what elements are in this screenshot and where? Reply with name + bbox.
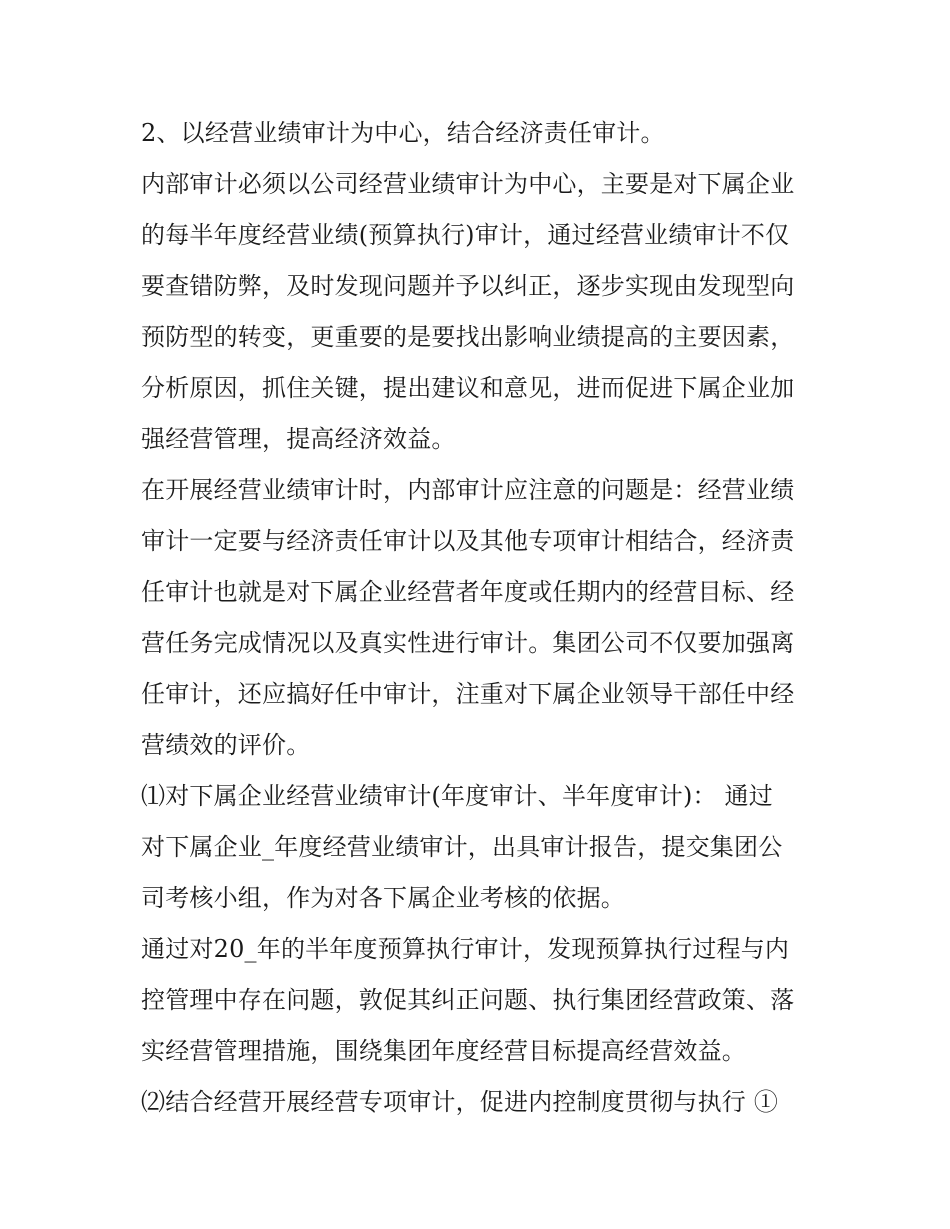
text-line-20: ⑵结合经营开展经营专项审计，促进内控制度贯彻与执行 ① bbox=[141, 1088, 779, 1116]
text-line-16: 司考核小组，作为对各下属企业考核的依据。 bbox=[141, 884, 625, 912]
text-line-14: ⑴对下属企业经营业绩审计(年度审计、半年度审计)： 通过 bbox=[141, 782, 773, 810]
text-line-15: 对下属企业_年度经营业绩审计，出具审计报告，提交集团公 bbox=[141, 833, 783, 861]
text-line-6: 分析原因，抓住关键，提出建议和意见，进而促进下属企业加 bbox=[141, 374, 795, 402]
text-line-19: 实经营管理措施，围绕集团年度经营目标提高经营效益。 bbox=[141, 1037, 746, 1065]
text-line-1: 2、以经营业绩审计为中心，结合经济责任审计。 bbox=[141, 119, 665, 147]
text-line-2: 内部审计必须以公司经营业绩审计为中心，主要是对下属企业 bbox=[141, 170, 795, 198]
text-line-5: 预防型的转变，更重要的是要找出影响业绩提高的主要因素， bbox=[141, 323, 795, 351]
text-line-11: 营任务完成情况以及真实性进行审计。集团公司不仅要加强离 bbox=[141, 629, 795, 657]
text-line-18: 控管理中存在问题，敦促其纠正问题、执行集团经营政策、落 bbox=[141, 986, 795, 1014]
text-line-3: 的每半年度经营业绩(预算执行)审计，通过经营业绩审计不仅 bbox=[141, 221, 790, 249]
document-body bbox=[141, 108, 821, 1128]
text-line-17: 通过对20_年的半年度预算执行审计，发现预算执行过程与内 bbox=[141, 935, 790, 963]
text-line-12: 任审计，还应搞好任中审计，注重对下属企业领导干部任中经 bbox=[141, 680, 795, 708]
text-line-9: 审计一定要与经济责任审计以及其他专项审计相结合，经济责 bbox=[141, 527, 795, 555]
text-line-8: 在开展经营业绩审计时，内部审计应注意的问题是：经营业绩 bbox=[141, 476, 795, 504]
text-line-10: 任审计也就是对下属企业经营者年度或任期内的经营目标、经 bbox=[141, 578, 795, 606]
text-line-4: 要查错防弊，及时发现问题并予以纠正，逐步实现由发现型向 bbox=[141, 272, 795, 300]
text-line-13: 营绩效的评价。 bbox=[141, 731, 311, 759]
text-line-7: 强经营管理，提高经济效益。 bbox=[141, 425, 456, 453]
